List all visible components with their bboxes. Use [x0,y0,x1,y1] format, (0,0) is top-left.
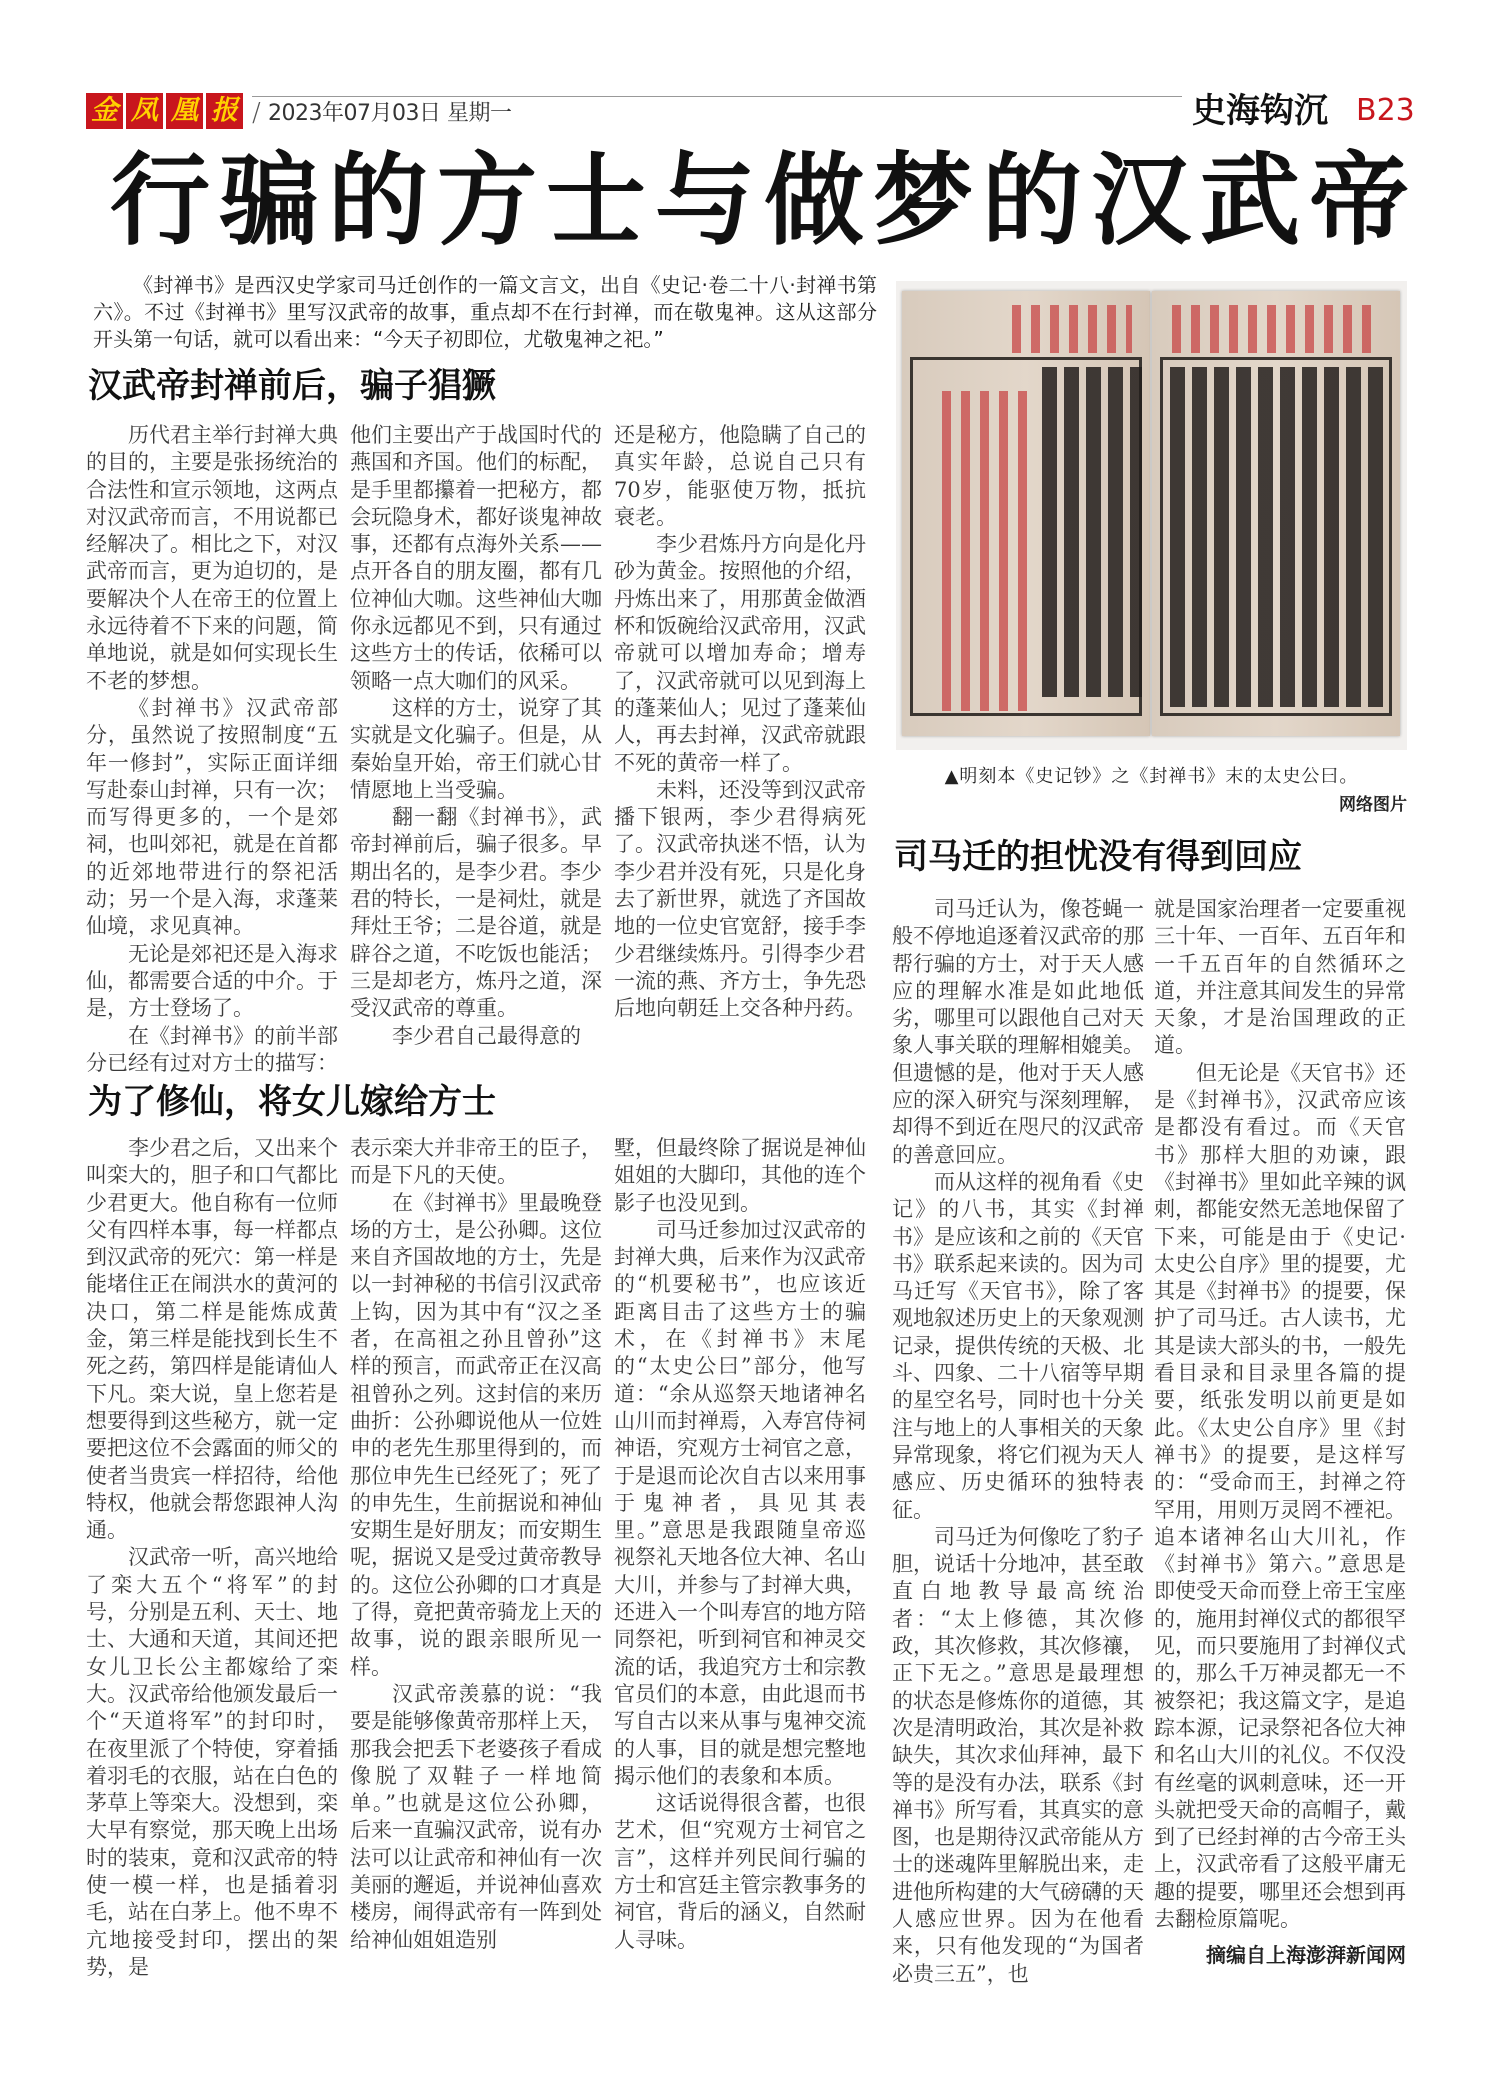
text-column [892,896,1144,1988]
text-column [614,1135,866,1954]
paragraph: 就是国家治理者一定要重视三十年、一百年、五百年和一千五百年的自然循环之道，并注意其间发生的异常天象，才是治国理政的正道。 [1154,897,1406,1058]
paragraph: 还是秘方，他隐瞒了自己的真实年龄，总说自己只有70岁，能驱使万物，抵抗衰老。 [614,423,866,529]
logo-char: 凤 [126,93,163,129]
paragraph: 在《封禅书》里最晚登场的方士，是公孙卿。这位来自齐国故地的方士，先是以一封神秘的书信引汉武帝上钩，因为其中有“汉之圣者，在高祖之孙且曾孙”这样的预言，而武帝正在汉高祖曾孙之列。这封信的来历曲折：公孙卿说他从一位姓申的老先生那里得到的，而那位申先生已经死了；死了的申先生，生前据说和神仙安期生是好朋友；而安期生呢，据说又是受过黄帝教导的。这位公孙卿的口才真是了得，竟把黄帝骑龙上天的故事，说的跟亲眼所见一样。 [350,1190,602,1679]
page-number: B23 [1356,93,1415,128]
logo-char: 报 [206,93,243,129]
paragraph: 而从这样的视角看《史记》的八书，其实《封禅书》是应该和之前的《天官书》联系起来读的。因为司马迁写《天官书》，除了客观地叙述历史上的天象观测记录，提供传统的天极、北斗、四象、二十八宿等早期的星空名号，同时也十分关注与地上的人事相关的天象异常现象，将它们视为天人感应、历史循环的独特表征。 [892,1169,1144,1522]
text-column [350,1135,602,1954]
section-name: 史海钩沉 [1192,91,1328,131]
paragraph: 汉武帝一听，高兴地给了栾大五个“将军”的封号，分别是五利、天士、地士、大通和天道，其间还把女儿卫长公主都嫁给了栾大。汉武帝给他颁发最后一个“天道将军”的封印时，在夜里派了个特使，穿着插着羽毛的衣服，站在白色的茅草上等栾大。没想到，栾大早有察觉，那天晚上出场时的装束，竟和汉武帝的特使一模一样，也是插着羽毛，站在白茅上。他不卑不亢地接受封印，摆出的架势，是 [86,1545,338,1979]
paragraph: 司马迁为何像吃了豹子胆，说话十分地冲，甚至敢直白地教导最高统治者：“太上修德，其次修政，其次修救，其次修禳，正下无之。”意思是最理想的状态是修炼你的道德，其次是清明政治，其次是补救缺失，其次求仙拜神，最下等的是没有办法，联系《封禅书》所写看，其真实的意图，也是期待汉武帝能从方士的迷魂阵里解脱出来，走进他所构建的大气磅礴的天人感应世界。因为在他看来，只有他发现的“为国者必贵三五”，也 [892,1524,1144,1986]
paragraph: 表示栾大并非帝王的臣子，而是下凡的天使。 [350,1136,602,1188]
book-page-left [902,291,1150,736]
paragraph: 但无论是《天官书》还是《封禅书》，汉武帝应该是都没有看过。而《天官书》那样大胆的劝谏，跟《封禅书》里如此辛辣的讽刺，都能安然无恙地保留了下来，可能是由于《史记·太史公自序》里的提要，尤其是《封禅书》的提要，保护了司马迁。古人读书，尤其是读大部头的书，一般先看目录和目录里各篇的提要，纸张发明以前更是如此。《太史公自序》里《封禅书》的提要，是这样写的：“受命而王，封禅之符罕用，用则万灵罔不禋祀。追本诸神名山大川礼，作《封禅书》第六。”意思是即使受天命而登上帝王宝座的，施用封禅仪式的都很罕见，而只要施用了封禅仪式的，那么千万神灵都无一不被祭祀；我这篇文字，是追踪本源，记录祭祀各位大神和名山大川的礼仪。不仅没有丝毫的讽刺意味，还一开头就把受天命的高帽子，戴到了已经封禅的古今帝王头上，汉武帝看了这般平庸无趣的提要，哪里还会想到再去翻检原篇呢。 [1154,1060,1406,1931]
article-title: 行骗的方士与做梦的汉武帝 [110,141,1418,259]
book-page-right [1152,291,1400,736]
paragraph: 他们主要出产于战国时代的燕国和齐国。他们的标配，是手里都攥着一把秘方，都会玩隐身术，都好谈鬼神故事，还都有点海外关系——点开各自的朋友圈，都有几位神仙大咖。这些神仙大咖你永远都见不到，只有通过这些方士的传话，依稀可以领略一点大咖们的风采。 [350,423,602,693]
paragraph: 司马迁认为，像苍蝇一般不停地追逐着汉武帝的那帮行骗的方士，对于天人感应的理解水准是如此地低劣，哪里可以跟他自己对天象人事关联的理解相媲美。但遗憾的是，他对于天人感应的深入研究与深刻理解，却得不到近在咫尺的汉武帝的善意回应。 [892,897,1144,1167]
photo-credit: 网络图片 [1339,795,1407,815]
paragraph: 这话说得很含蓄，也很艺术，但“究观方士祠官之言”，这样并列民间行骗的方士和宫廷主管宗教事务的祠官，背后的涵义，自然耐人寻味。 [614,1791,866,1952]
text-column [86,1135,338,1981]
section-heading-1: 汉武帝封禅前后，骗子猖獗 [88,366,496,406]
paragraph: 无论是郊祀还是入海求仙，都需要合适的中介。于是，方士登场了。 [86,941,338,1021]
paragraph: 墅，但最终除了据说是神仙姐姐的大脚印，其他的连个影子也没见到。 [614,1136,866,1215]
article-intro: 《封禅书》是西汉史学家司马迁创作的一篇文言文，出自《史记·卷二十八·封禅书第六》。不过《封禅书》里写汉武帝的故事，重点却不在行封禅，而在敬鬼神。这从这部分开头第一句话，就可以看出来：“今天子初即位，尤敬鬼神之祀。” [93,273,877,351]
header-slash-divider: / [252,98,261,128]
paragraph: 司马迁参加过汉武帝的封禅大典，后来作为汉武帝的“机要秘书”，也应该近距离目击了这些方士的骗术，在《封禅书》末尾的“太史公曰”部分，他写道：“余从巡祭天地诸神名山川而封禅焉，入寿宫侍祠神语，究观方士祠官之意，于是退而论次自古以来用事于鬼神者，具见其表里。”意思是我跟随皇帝巡视祭礼天地各位大神、名山大川，并参与了封禅大典，还进入一个叫寿宫的地方陪同祭祀，听到祠官和神灵交流的话，我追究方士和宗教官员们的本意，由此退而书写自古以来从事与鬼神交流的人事，目的就是想完整地揭示他们的表象和本质。 [614,1217,866,1788]
article-photo [896,281,1407,750]
paragraph: 这样的方士，说穿了其实就是文化骗子。但是，从秦始皇开始，帝王们就心甘情愿地上当受骗。 [350,695,602,802]
paragraph: 在《封禅书》的前半部分已经有过对方士的描写： [86,1023,338,1075]
section-heading-3: 司马迁的担忧没有得到回应 [894,837,1302,877]
paragraph: 李少君之后，又出来个叫栾大的，胆子和口气都比少君更大。他自称有一位师父有四样本事，每一样都点到汉武帝的死穴：第一样是能堵住正在闹洪水的黄河的决口，第二样是能炼成黄金，第三样是能找到长生不死之药，第四样是能请仙人下凡。栾大说，皇上您若是想要得到这些秘方，就一定要把这位不会露面的师父的使者当贵宾一样招待，给他特权，他就会帮您跟神人沟通。 [86,1136,338,1543]
paragraph: 汉武帝羡慕的说：“我要是能够像黄帝那样上天，那我会把丢下老婆孩子看成像脱了双鞋子一样地简单。”也就是这位公孙卿，后来一直骗汉武帝，说有办法可以让武帝和神仙有一次美丽的邂逅，并说神仙喜欢楼房，闹得武帝有一阵到处给神仙姐姐造别 [350,1681,602,1952]
section-heading-2: 为了修仙，将女儿嫁给方士 [88,1082,496,1122]
text-column [350,422,602,1050]
paragraph: 翻一翻《封禅书》，武帝封禅前后，骗子很多。早期出名的，是李少君。李少君的特长，一是祠灶，就是拜灶王爷；二是谷道，就是辟谷之道，不吃饭也能活；三是却老方，炼丹之道，深受汉武帝的尊重。 [350,805,602,1021]
newspaper-logo [86,93,243,129]
photo-caption: ▲明刻本《史记钞》之《封禅书》末的太史公曰。 [944,766,1359,787]
logo-char: 凰 [166,93,203,129]
paragraph: 李少君炼丹方向是化丹砂为黄金。按照他的介绍，丹炼出来了，用那黄金做酒杯和饭碗给汉武帝用，汉武帝就可以增加寿命；增寿了，汉武帝就可以见到海上的蓬莱仙人；见过了蓬莱仙人，再去封禅，汉武帝就跟不死的黄帝一样了。 [614,532,866,775]
paragraph: 李少君自己最得意的 [392,1023,581,1048]
paragraph: 未料，还没等到汉武帝播下银两，李少君得病死了。汉武帝执迷不悟，认为李少君并没有死，只是化身去了新世界，就选了齐国故地的一位史官宽舒，接手李少君继续炼丹。引得李少君一流的燕、齐方士，争先恐后地向朝廷上交各种丹药。 [614,777,866,1021]
paragraph: 《封禅书》汉武帝部分，虽然说了按照制度“五年一修封”，实际正面详细写赴泰山封禅，只有一次；而写得更多的，一个是郊祠，也叫郊祀，就是在首都的近郊地带进行的祭祀活动；另一个是入海，求蓬莱仙境，求见真神。 [86,695,338,939]
text-column [614,422,866,1023]
article-source: 摘编自上海澎湃新闻网 [1206,1943,1406,1967]
issue-date: 2023年07月03日 星期一 [268,101,512,126]
paragraph: 历代君主举行封禅大典的目的，主要是张扬统治的合法性和宣示领地，这两点对汉武帝而言，不用说都已经解决了。相比之下，对汉武帝而言，更为迫切的，是要解决个人在帝王的位置上永远待着不下来的问题，简单地说，就是如何实现长生不老的梦想。 [86,423,338,693]
header-rule [252,96,1182,97]
text-column [1154,896,1406,1933]
logo-char: 金 [86,93,123,129]
text-column [86,422,338,1077]
